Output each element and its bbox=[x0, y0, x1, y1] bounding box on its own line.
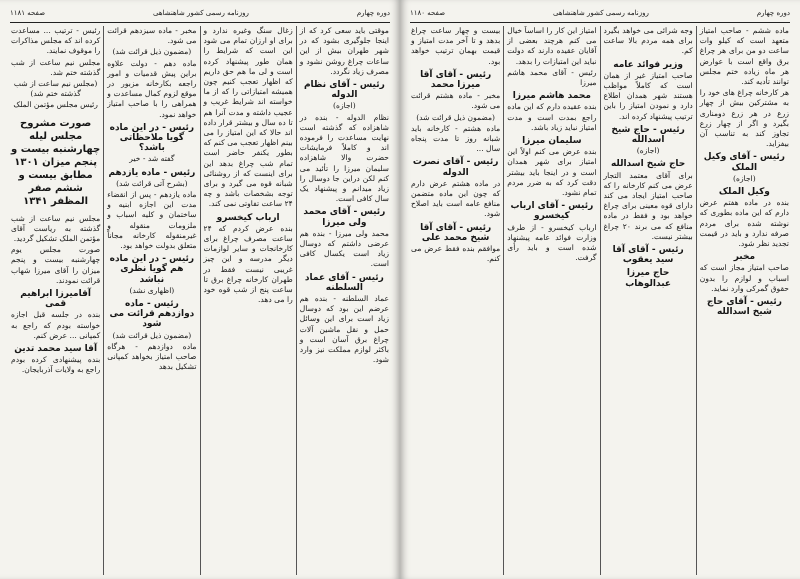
paragraph: مخبر - ماده سیزدهم قرائت می شود. bbox=[107, 26, 197, 46]
newspaper-title: روزنامه رسمی کشور شاهنشاهی bbox=[553, 9, 649, 17]
paragraph: موقتی باید سعی کرد که از اینجا جلوگیری بشود که در شهر طهران بیش از این ساعات چراغ روشن نشود و مصرف زیاد نگردد. bbox=[299, 26, 389, 76]
centered-note: (بشرح آتی قرائت شد) bbox=[116, 178, 188, 188]
paragraph: بنده عرض می کنم اولاً این امتیاز برای شهر همدان است و در اینجا باید بیشتر دقت کرد که به ضرر مردم تمام نشود. bbox=[507, 147, 597, 198]
centered-note: (اجازه) bbox=[636, 146, 660, 156]
centered-note: (مجلس نیم ساعت از شب گذشته ختم شد) bbox=[13, 79, 98, 99]
paragraph: بیست و چهار ساعت چراغ بدهد و تا آخر مدت امتیاز و قیمت بهمان ترتیب خواهد بود. bbox=[411, 26, 501, 66]
speaker-heading: رئیس - در این ماده هم گویا نظری نباشد bbox=[109, 254, 195, 285]
page-header bbox=[10, 6, 390, 23]
paragraph: ماده هشتم - کارخانه باید شبانه روز تا مدت پنجاه سال ... bbox=[411, 123, 501, 154]
speaker-heading: رئیس - آقای نصرت الدوله bbox=[412, 157, 499, 178]
speaker-heading: آقا سید محمد تدین bbox=[14, 344, 98, 355]
paragraph: وجه شرائی می خواهد بگیرد برای همه مردم بالا ساعت کم. bbox=[603, 26, 693, 56]
paragraph: موافقم بنده فقط عرض می کنم. bbox=[411, 244, 501, 264]
paragraph: رئیس - ترتیب ... مساعدت کرده اند که مجلس مذاکرات را موقوف نمایند. bbox=[11, 26, 101, 56]
speaker-heading: رئیس - ماده دوازدهم قرائت می شود bbox=[109, 299, 195, 330]
speaker-heading: رئیس - آقای عماد السلطنه bbox=[304, 272, 384, 293]
speaker-heading: محمد هاشم میرزا bbox=[512, 91, 591, 102]
paragraph: ماده دهم - دولت علاوه براین پیش قدمیات و امور راجعه بکارخانه مزبور در موقع لزوم کمال مساعدت و همراهی را با صاحب امتیاز خواهد نمود. bbox=[107, 58, 197, 119]
centered-note: (مضمون ذیل قرائت شد) bbox=[112, 47, 192, 57]
period-label: دوره چهارم bbox=[356, 9, 390, 17]
text-column bbox=[8, 26, 103, 575]
columns bbox=[8, 26, 392, 575]
centered-note: (اجازه) bbox=[333, 101, 356, 111]
speaker-heading: وزیر فوائد عامه bbox=[613, 59, 684, 70]
paragraph: بنده در جلسه قبل اجازه خواسته بودم که راجع به کمپانی ... عرض کنم. bbox=[11, 310, 101, 340]
speaker-heading: رئیس - آقای وکیل الملک bbox=[703, 152, 785, 173]
page-number: صفحه ۱۱۸۱ bbox=[10, 9, 46, 17]
paragraph: در ماده هشتم عرض دارم که چون این ماده متضمن منافع عامه است باید اصلاح شود. bbox=[411, 178, 501, 219]
paragraph: صاحب امتیاز غیر از همان است که کاملاً مواظب هستند شهر همدان اطلاع دارد و نمودن امتیاز را باین ترتیب پیشنهاد کرده اند. bbox=[603, 70, 693, 121]
newspaper-title: روزنامه رسمی کشور شاهنشاهی bbox=[153, 9, 249, 17]
speaker-heading: رئیس - آقای ارباب کیخسرو bbox=[510, 201, 594, 222]
speaker-heading: حاج شیخ اسدالله bbox=[610, 159, 686, 170]
paragraph: مخبر - ماده هشتم قرائت می شود. bbox=[411, 91, 501, 111]
text-column bbox=[200, 26, 296, 575]
paragraph: مجلس نیم ساعت از شب گذشته به ریاست آقای مؤتمن الملک تشکیل گردید. bbox=[11, 213, 101, 244]
paragraph: بنده عقیده دارم که این ماده راجع بمدت است و مدت امتیاز نباید زیاد باشد. bbox=[507, 102, 597, 132]
paragraph: برای آقای معتمد التجار عرض می کنم کارخانه را که صاحب امتیاز ایجاد می کند دارای قوه معینی برای چراغ خواهد بود و فقط در ماده منافع که می برند ۲۰ چراغ بیشتر نیست. bbox=[603, 170, 693, 241]
speaker-heading: رئیس - آقای محمد ولی میرزا bbox=[303, 207, 386, 228]
speaker-heading: رئیس - ماده یازدهم bbox=[108, 167, 196, 178]
section-title: صورت مشروح مجلس لیله چهارشنبه بیست و پنجم میزان ۱۳۰۱ مطابق بیست و ششم صفر المظفر ۱۳۴۱ bbox=[11, 117, 101, 207]
paragraph: عماد السلطنه - بنده هم عرضم این بود که دوسال زیاد است برای این وسائل حمل و نقل ماشین آلات چراغ برق آسان است و باکثر لوازم مملکت نیز وارد شود. bbox=[299, 294, 389, 365]
paragraph: ماده دوازدهم - هرگاه صاحب امتیاز بخواهد کمپانی تشکیل بدهد bbox=[107, 341, 197, 372]
paragraph: محمد ولی میرزا - بنده هم عرضی داشتم که دوسال زیاد است یکسال کافی است. bbox=[299, 228, 389, 269]
columns bbox=[408, 26, 792, 575]
text-column bbox=[296, 26, 392, 575]
speaker-heading: رئیس - آقای نظام الدوله bbox=[303, 80, 385, 101]
paragraph: صورت مجلس یوم چهارشنبه بیست و پنجم میزان را آقای میرزا شهاب قرائت نمودند. bbox=[11, 245, 101, 285]
paragraph: زغال سنگ وغیره ندارد و برای او ارزان تمام می شود این است که شرایط را همان طور پیشنهاد کرده است و لی ما هم حق داریم که اظهار تعجب کنیم چون همیشه امتیازاتی را که از ما خواسته اند شرایط غریب و عجیب داشته و مدت آنرا هم تا ده سال و بیشتر قرار داده اند حالا که این امتیاز را می بینم اظهار تعجب می کنم که بطور یکنفر حاضر است تمام شب چراغ بدهد این برای اینست که از روشنائی شبانه قوه می گیرد و برای توجه بشخصات باشد و چه ۲۴ ساعت تفاوتی نمی کند. bbox=[203, 26, 293, 209]
speaker-heading: ارباب کیخسرو bbox=[216, 212, 280, 223]
paragraph: بنده پیشنهادی کرده بودم راجع به ولایات آذربایجان. bbox=[11, 355, 101, 375]
text-column bbox=[696, 26, 792, 575]
page-header bbox=[410, 6, 790, 23]
centered-note: (مضمون ذیل قرائت شد) bbox=[112, 330, 192, 340]
text-column bbox=[600, 26, 696, 575]
speaker-heading: وکیل الملک bbox=[718, 187, 770, 198]
speaker-heading: مخبر bbox=[733, 252, 756, 263]
speaker-heading: رئیس - آقای حاج شیخ اسدالله bbox=[706, 297, 782, 318]
speaker-heading: رئیس - آقای آقا میرزا محمد bbox=[420, 69, 492, 91]
paragraph: مجلس نیم ساعت از شب گذشته ختم شد. bbox=[11, 57, 101, 77]
paragraph: ارباب کیخسرو - از طرف وزارت فوائد عامه پیشنهاد شده است و باید رأی گرفت. bbox=[507, 222, 597, 263]
speaker-heading: رئیس - در این ماده گویا ملاحظاتی باشد؟ bbox=[109, 122, 195, 154]
speaker-heading: رئیس - آقای آقا شیخ محمد علی bbox=[420, 222, 492, 243]
paragraph: ماده یازدهم - پس از انقضاء مدت این اجازه ابنیه و ساختمان و کلیه اسباب و ملزومات منقوله و غیرمنقوله کارخانه مجاناً متعلق بدولت خواهد بود. bbox=[107, 190, 197, 251]
page-number: صفحه ۱۱۸۰ bbox=[410, 9, 446, 17]
text-column bbox=[408, 26, 503, 575]
speaker-heading: سلیمان میرزا bbox=[522, 136, 582, 147]
page-right bbox=[400, 0, 800, 579]
paragraph: بنده عرض کردم که ۲۴ ساعت مصرف چراغ برای کارخانجات و سایر لوازمات دیگر مدرسه و این چیز غریبی نیست فقط در طهران کارخانه چراغ برق تا ساعت پنج از شب قوه خود را می دهد. bbox=[203, 223, 293, 305]
paragraph: امتیاز این کار را اساساً خیال می کنم هرچند بعضی از آقایان عقیده دارند که دولت نباید این امتیازات را بدهد. bbox=[507, 26, 597, 66]
centered-note: گفته شد - خیر bbox=[129, 154, 175, 164]
speaker-heading: رئیس - آقای آقا سید یعقوب bbox=[612, 245, 684, 266]
speaker-heading: حاج میرزا عبدالوهاب bbox=[625, 268, 672, 289]
period-label: دوره چهارم bbox=[756, 9, 790, 17]
centered-note: (اظهاری نشد) bbox=[129, 285, 175, 295]
paragraph: صاحب امتیاز مجاز است که اسباب و لوازم را بدون حقوق گمرکی وارد نماید. bbox=[699, 263, 789, 293]
speaker-heading: آقامیرزا ابراهیم قمی bbox=[20, 289, 91, 310]
centered-note: رئیس مجلس مؤتمن الملک bbox=[13, 100, 98, 110]
centered-note: (مضمون ذیل قرائت شد) bbox=[416, 112, 496, 122]
speaker-heading: رئیس - حاج شیخ اسدالله bbox=[611, 124, 685, 146]
paragraph: هر کارخانه چراغ های خود را به مشترکین بیش از چهار زرع در هر زرع دومناری بگیرد و اگر از چهار زرع تجاوز کند به تناسب آن بیفزاید. bbox=[699, 88, 789, 149]
text-column bbox=[503, 26, 599, 575]
paragraph: رئیس - آقای محمد هاشم میرزا bbox=[507, 67, 597, 88]
centered-note: (اجازه) bbox=[733, 173, 756, 183]
paragraph: ماده ششم - صاحب امتیاز متعهد است که کیلو وات ساعت دو من برای هر چراغ برق واقع است با عوارض هر ماه زیاده ختم مجلس توانند تأدیه کند. bbox=[699, 26, 789, 87]
paragraph: نظام الدوله - بنده در شاهزاده که گذشته است نهایت مساعدت را فرموده اند و کاملاً فرمایشات حضرت والا شاهزاده سلیمان میرزا را تأئید می کنم لکن دراین جا دوسال را زیاد میدانم و پیشنهاد یک سال کافی است. bbox=[299, 112, 389, 204]
text-column bbox=[103, 26, 199, 575]
paragraph: بنده در ماده هفتم عرض دارم که این ماده بطوری که نوشته شده برای مردم صرفه ندارد و باید در قیمت تجدید نظر شود. bbox=[699, 198, 789, 249]
